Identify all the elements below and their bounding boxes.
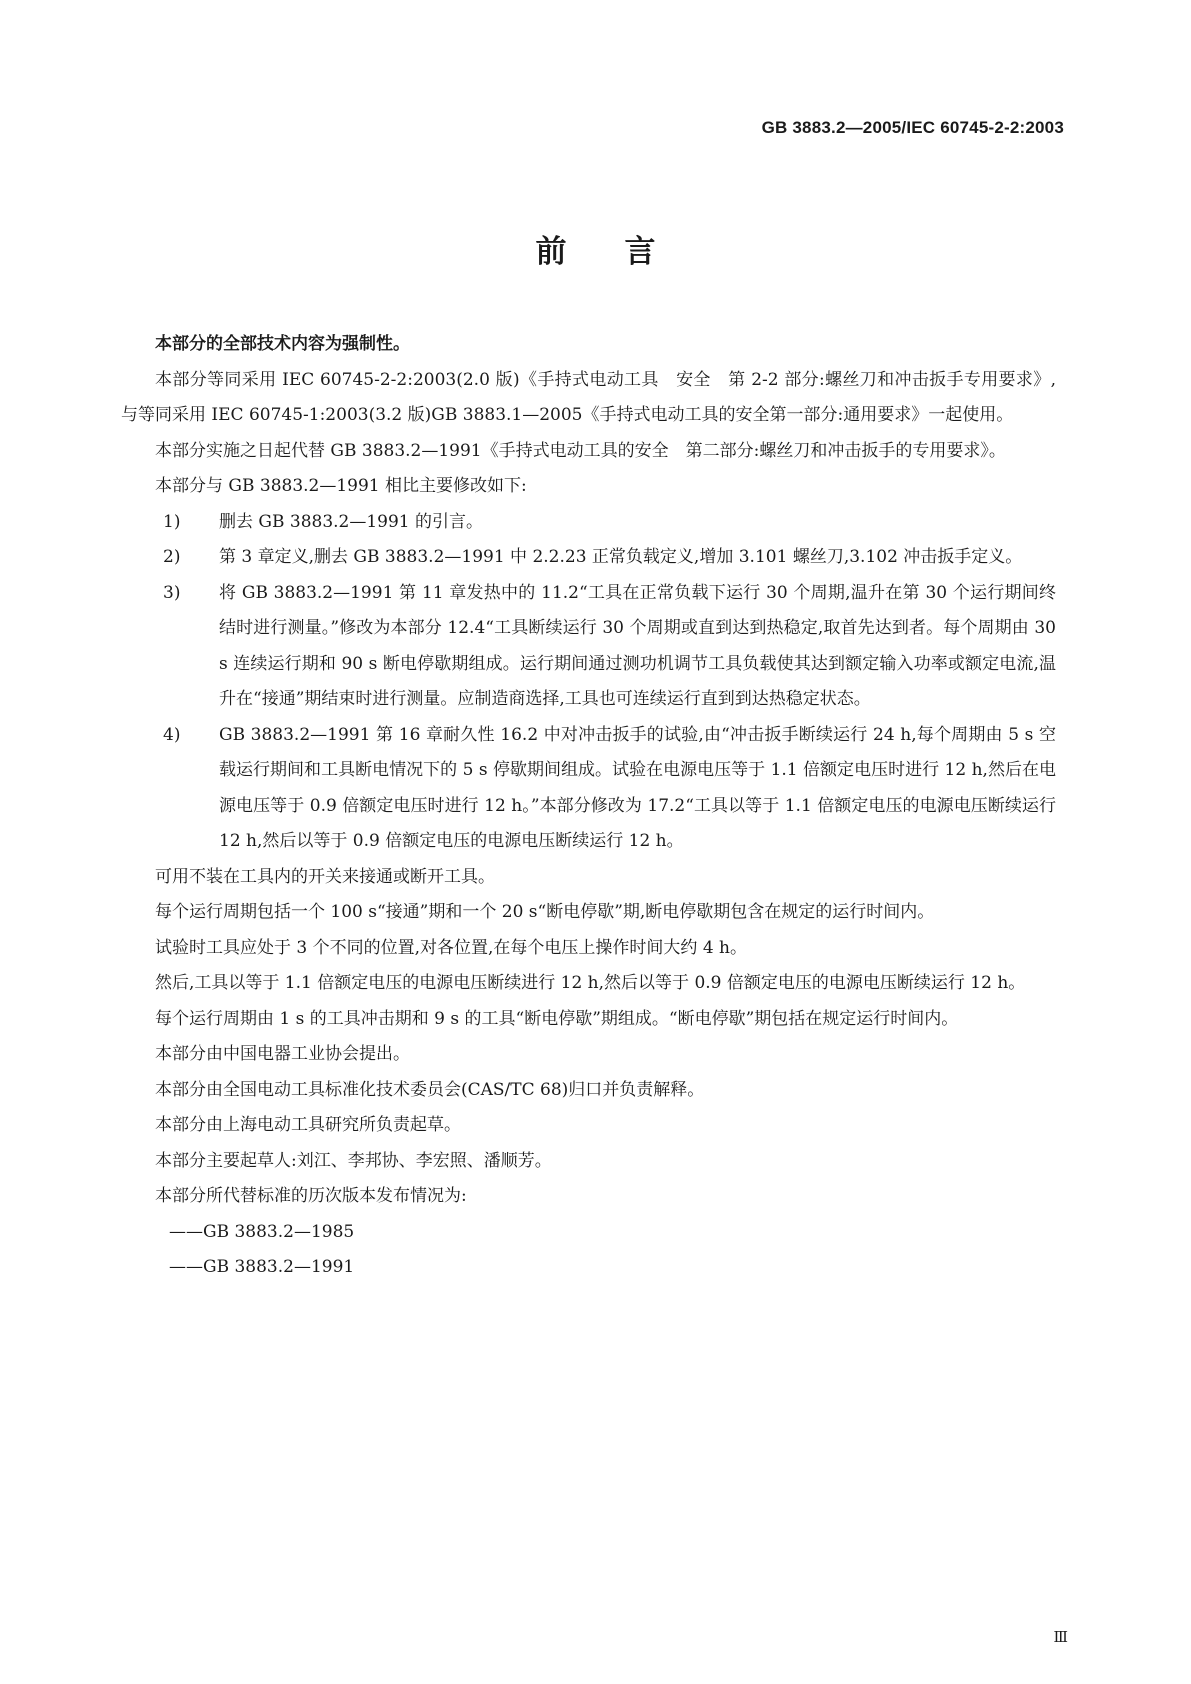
paragraph: 本部分与 GB 3883.2—1991 相比主要修改如下: [155, 476, 527, 496]
paragraph: 本部分主要起草人:刘江、李邦协、李宏照、潘顺芳。 [155, 1150, 552, 1171]
paragraph: 本部分等同采用 IEC 60745-2-2:2003(2.0 版)《手持式电动工具 安全 第 2-2 部分:螺丝刀和冲击扳手专用要求》,与等同采用 IEC 60745-1:2003(3.2 版)GB 3883.1—2005《手持式电动工具的安全第一部分:通用要求》一起使用。 [121, 369, 1056, 425]
paragraph: 本部分实施之日起代替 GB 3883.2—1991《手持式电动工具的安全 第二部分:螺丝刀和冲击扳手的专用要求》。 [155, 440, 1006, 461]
paragraph: 本部分由中国电器工业协会提出。 [155, 1044, 410, 1064]
list-item [121, 505, 1056, 541]
paragraph: 试验时工具应处于 3 个不同的位置,对各位置,在每个电压上操作时间大约 4 h。 [155, 937, 748, 958]
replaced-version: ——GB 3883.2—1991 [169, 1257, 355, 1277]
paragraph: 本部分所代替标准的历次版本发布情况为: [155, 1186, 467, 1206]
list-item-text: 将 GB 3883.2—1991 第 11 章发热中的 11.2“工具在正常负载下运行 30 个周期,温升在第 30 个运行期间终结时进行测量。”修改为本部分 12.4“工具断续运行 30 个周期或直到达到热稳定,取首先达到者。每个周期由 30 s 连续运行期和 90 s 断电停歇期组成。运行期间通过测功机调节工具负载使其达到额定输入功率或额定电流,温升在“接通”期结束时进行测量。应制造商选择,工具也可连续运行直到到达热稳定状态。 [219, 582, 1056, 709]
list-item-text: GB 3883.2—1991 第 16 章耐久性 16.2 中对冲击扳手的试验,由“冲击扳手断续运行 24 h,每个周期由 5 s 空载运行期间和工具断电情况下的 5 s 停歇期间组成。试验在电源电压等于 1.1 倍额定电压时进行 12 h,然后在电源电压等于 0.9 倍额定电压时进行 12 h。”本部分修改为 17.2“工具以等于 1.1 倍额定电压的电源电压断续运行 12 h,然后以等于 0.9 倍额定电压的电源电压断续运行 12 h。 [219, 724, 1056, 851]
body-text [121, 327, 1056, 1286]
list-item-number: 3) [163, 582, 181, 603]
list-item-number: 1) [163, 511, 181, 532]
list-item-number: 2) [163, 547, 181, 567]
replaced-version: ——GB 3883.2—1985 [169, 1221, 355, 1242]
list-item-text: 删去 GB 3883.2—1991 的引言。 [219, 511, 484, 532]
paragraph: 每个运行周期由 1 s 的工具冲击期和 9 s 的工具“断电停歇”期组成。“断电停歇”期包括在规定运行时间内。 [155, 1008, 959, 1029]
mandatory-statement: 本部分的全部技术内容为强制性。 [155, 334, 410, 354]
paragraph: 可用不装在工具内的开关来接通或断开工具。 [155, 866, 495, 887]
paragraph: 然后,工具以等于 1.1 倍额定电压的电源电压断续进行 12 h,然后以等于 0.9 倍额定电压的电源电压断续运行 12 h。 [155, 973, 1026, 993]
paragraph: 本部分由全国电动工具标准化技术委员会(CAS/TC 68)归口并负责解释。 [155, 1079, 705, 1100]
page-title: 前言 [535, 234, 714, 270]
paragraph: 本部分由上海电动工具研究所负责起草。 [155, 1115, 461, 1135]
list-item-text: 第 3 章定义,删去 GB 3883.2—1991 中 2.2.23 正常负载定义,增加 3.101 螺丝刀,3.102 冲击扳手定义。 [219, 547, 1023, 567]
list-item [121, 718, 1056, 860]
list-item-number: 4) [163, 724, 181, 745]
list-item [121, 540, 1056, 576]
list-item [121, 576, 1056, 718]
paragraph: 每个运行周期包括一个 100 s“接通”期和一个 20 s“断电停歇”期,断电停歇期包含在规定的运行时间内。 [155, 902, 935, 922]
document-number-header: GB 3883.2—2005/IEC 60745-2-2:2003 [761, 118, 1064, 137]
page-number: Ⅲ [1053, 1628, 1068, 1646]
